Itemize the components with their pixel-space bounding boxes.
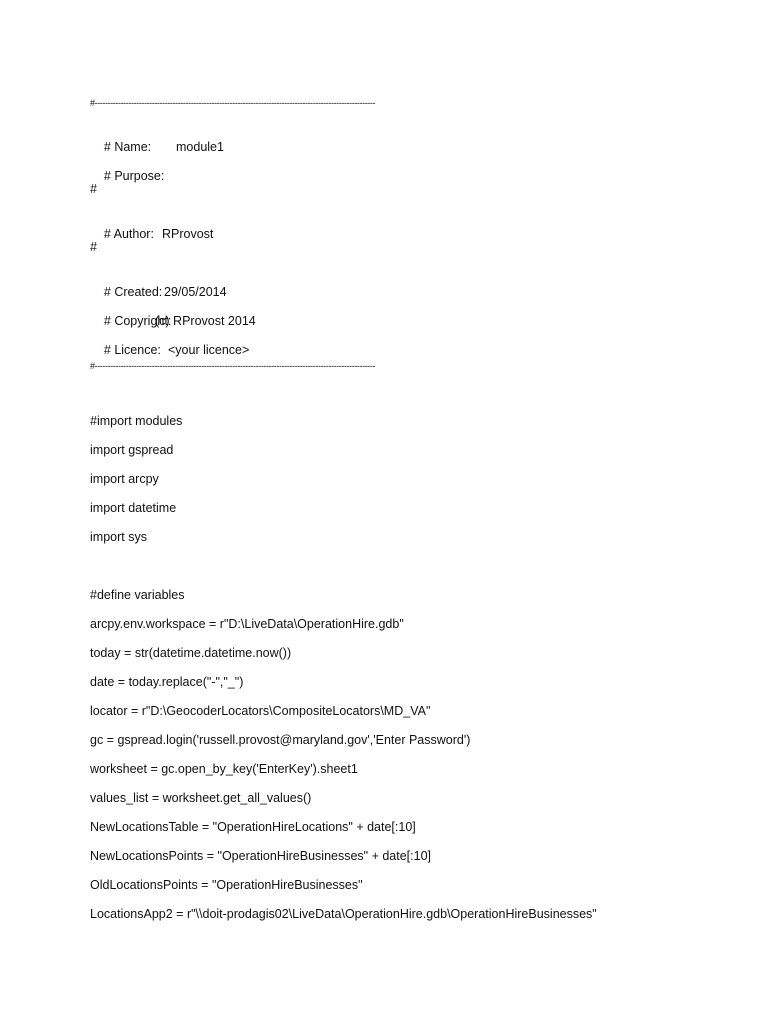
variable-line: gc = gspread.login('russell.provost@maryland.gov','Enter Password') [90,733,471,747]
variable-line: today = str(datetime.datetime.now()) [90,646,292,660]
import-line: import gspread [90,443,174,457]
header-rule-top: #------------------------------------------------------------------------------------------------------------ [90,98,376,108]
header-copyright-label: # Copyright: [103,314,172,328]
import-line: import sys [90,530,147,544]
variables-comment: #define variables [90,588,185,602]
imports-comment: #import modules [90,414,183,428]
header-licence-label: # Licence: [103,343,161,357]
header-copyright-value: (c) RProvost 2014 [155,314,256,328]
import-line: import datetime [90,501,177,515]
variable-line: LocationsApp2 = r"\\doit-prodagis02\LiveData\OperationHire.gdb\OperationHireBusinesses" [90,907,597,921]
variable-line: NewLocationsPoints = "OperationHireBusinesses" + date[:10] [90,849,432,863]
variable-line: arcpy.env.workspace = r"D:\LiveData\OperationHire.gdb" [90,617,404,631]
variable-line: values_list = worksheet.get_all_values() [90,791,312,805]
variable-line: locator = r"D:\GeocoderLocators\CompositeLocators\MD_VA" [90,704,431,718]
header-purpose-label: # Purpose: [103,169,165,183]
header-purpose-line [90,152,164,200]
variable-line: worksheet = gc.open_by_key('EnterKey').sheet1 [90,762,358,776]
header-author-line [90,210,214,258]
header-author-value: RProvost [162,227,214,241]
import-line: import arcpy [90,472,159,486]
header-author-label: # Author: [103,227,154,241]
header-name-label: # Name: [103,140,152,154]
header-rule-bottom: #------------------------------------------------------------------------------------------------------------ [90,361,376,371]
header-licence-value: <your licence> [168,343,250,357]
header-name-value: module1 [176,140,224,154]
header-hash-line-2: # [90,240,97,254]
variable-line: date = today.replace("-","_") [90,675,244,689]
header-created-value: 29/05/2014 [164,285,227,299]
variable-line: OldLocationsPoints = "OperationHireBusinesses" [90,878,363,892]
header-hash-line-1: # [90,182,97,196]
variable-line: NewLocationsTable = "OperationHireLocations" + date[:10] [90,820,416,834]
header-created-label: # Created: [103,285,163,299]
